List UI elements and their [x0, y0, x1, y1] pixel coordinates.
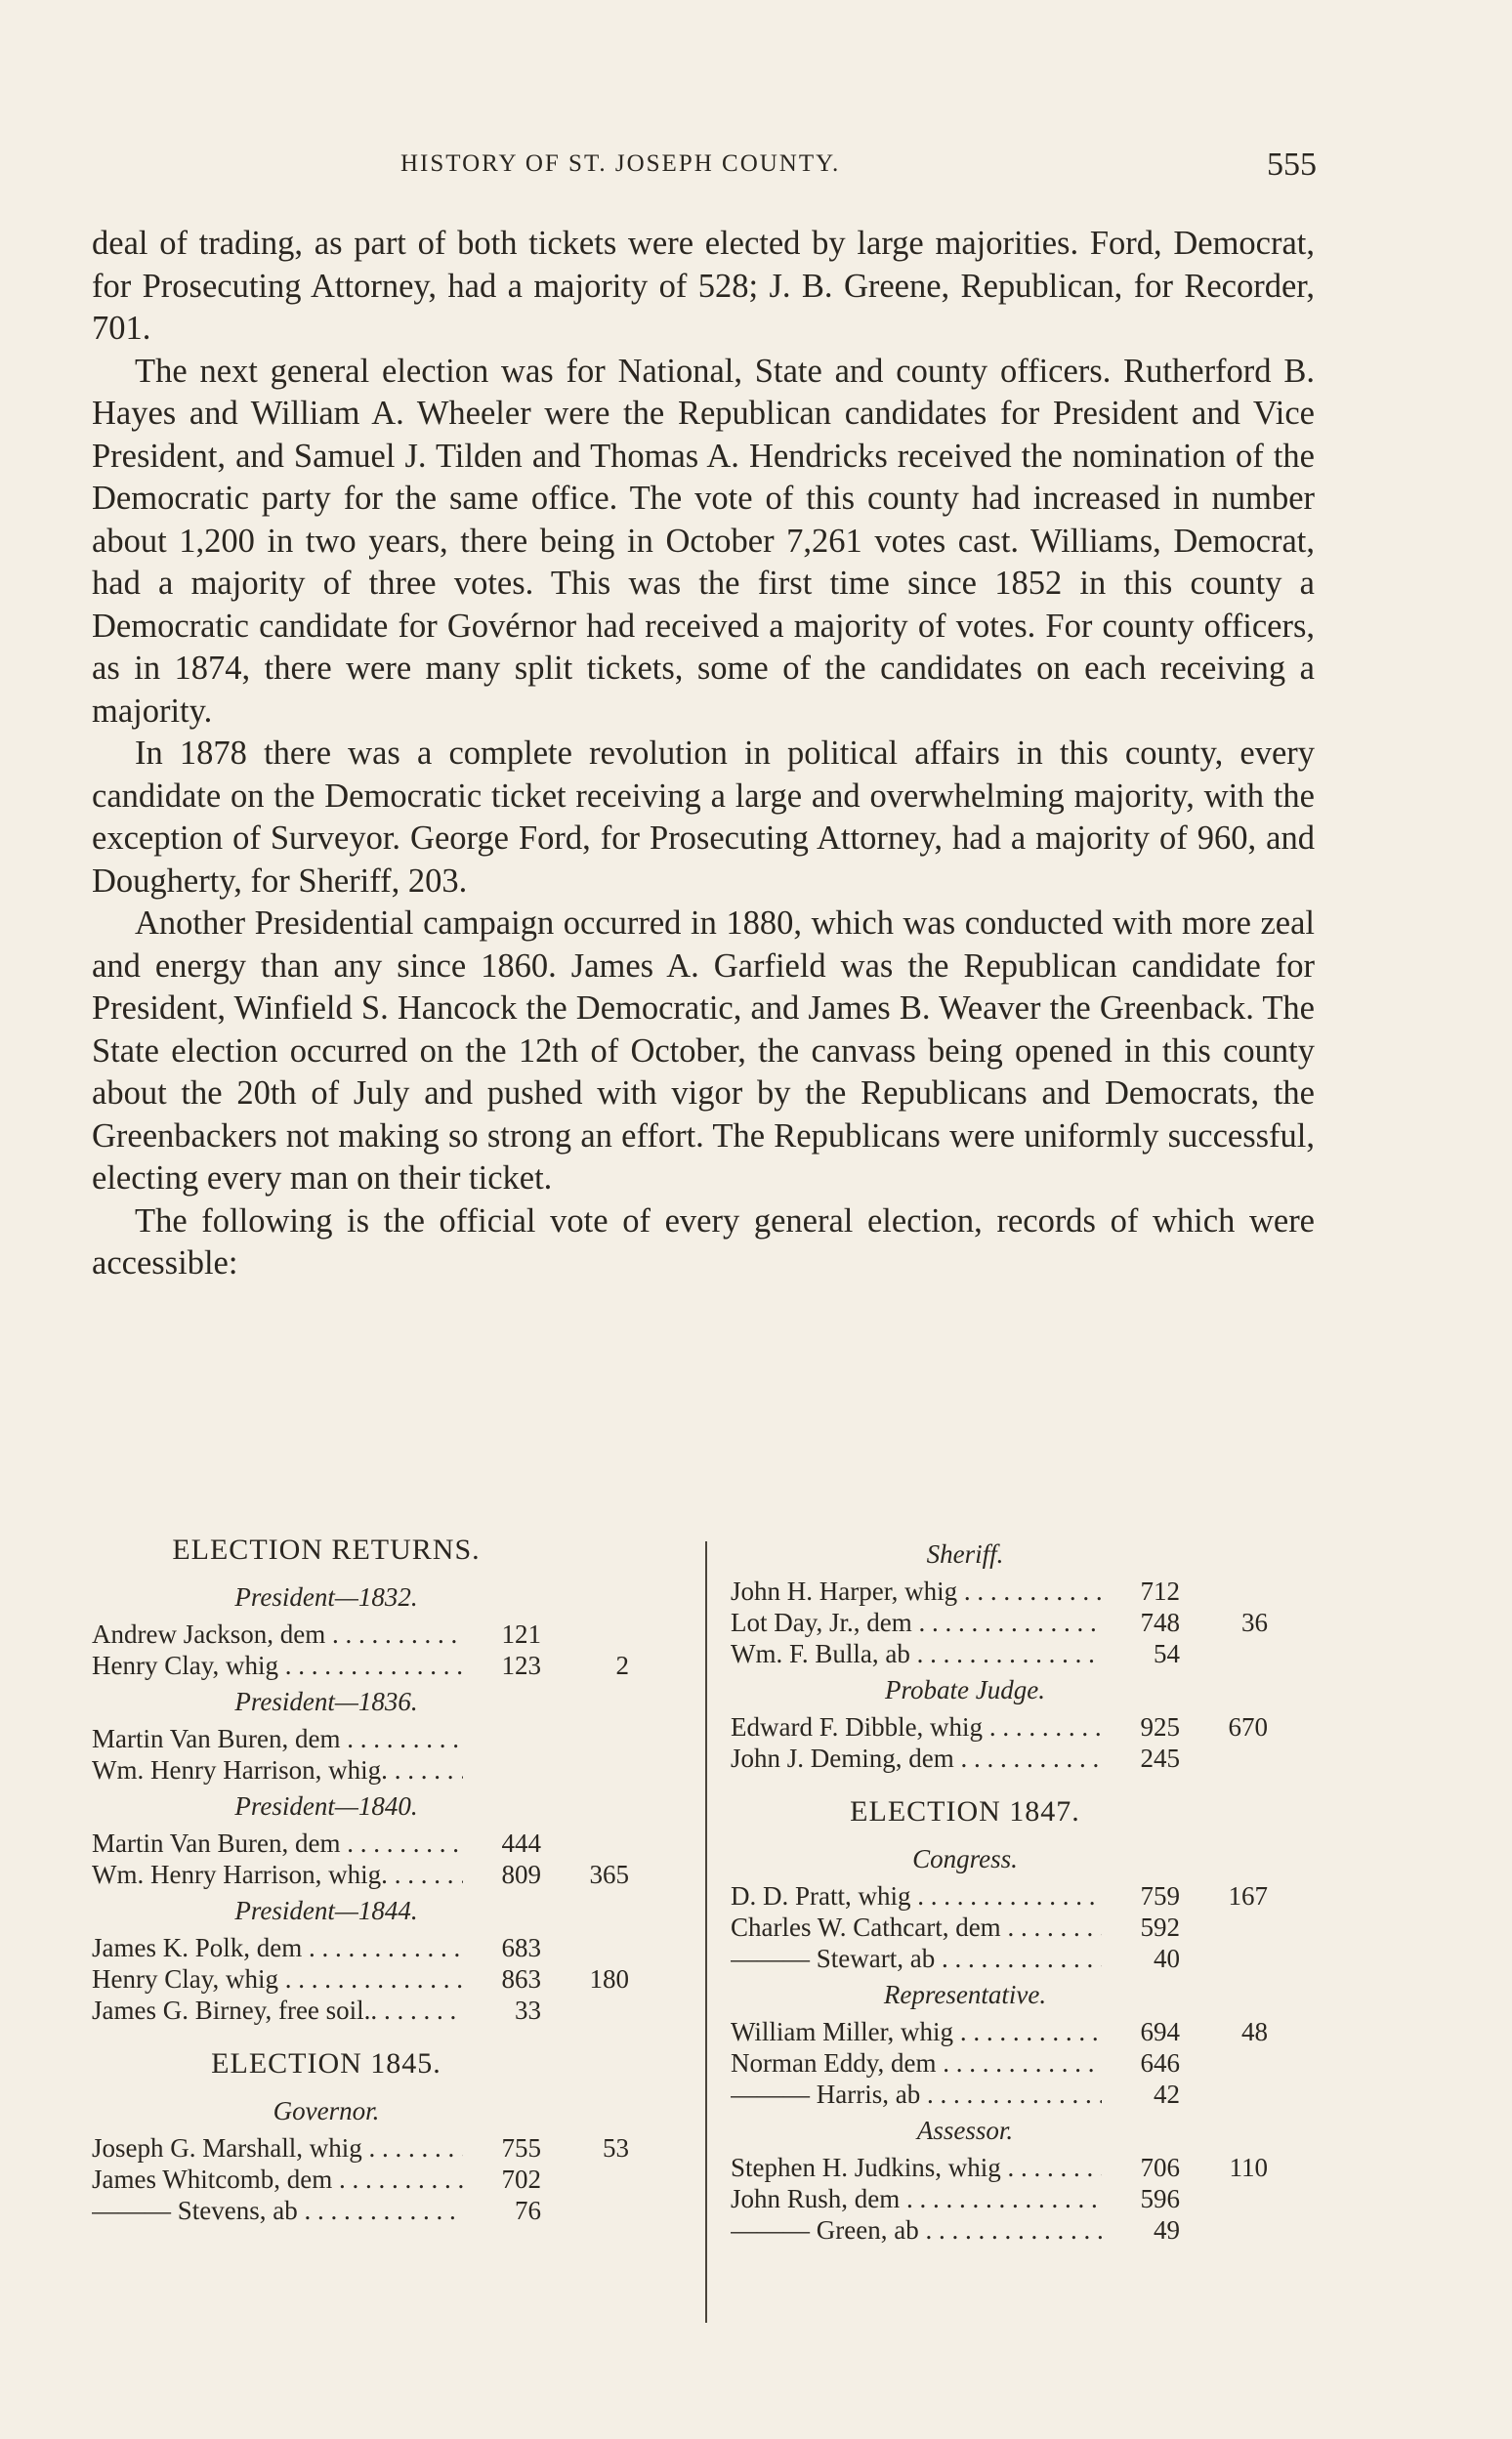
vote-count: [463, 1754, 541, 1786]
majority: 53: [603, 2133, 629, 2163]
vote-count: 925: [1140, 1712, 1180, 1742]
vote-count: 42: [1154, 2080, 1180, 2109]
paragraph: The next general election was for National, State and county officers. Rutherford B. Hayes and William A. Wheeler were the Republican candidates for President and Vice President, and Samuel J. Tilden and Thomas A. Hendricks received the nomination of the Democratic party for the same office. The vote of this county had increased in number about 1,200 in two years, there being in October 7,261 votes cast. Williams, Democrat, had a majority of three votes. This was the first time since 1852 in this county a Democratic candidate for Govérnor had received a majority of votes. For county officers, as in 1874, there were many split tickets, some of the candidates on each receiving a majority.: [92, 352, 1315, 730]
candidate-name: Wm. F. Bulla, ab . . .: [731, 1638, 1102, 1669]
candidate-name: James Whitcomb, dem . . .: [92, 2164, 463, 2195]
office-title: President—1832.: [234, 1582, 418, 1612]
vote-count: 54: [1154, 1639, 1180, 1668]
office-title: President—1840.: [234, 1791, 418, 1821]
vote-count: 444: [501, 1829, 541, 1858]
result-row: [731, 2016, 1326, 2047]
majority: 365: [589, 1860, 629, 1889]
result-row: [731, 1912, 1326, 1943]
result-row: [731, 1943, 1326, 1974]
vote-count: 706: [1140, 2153, 1180, 2182]
majority: [541, 1995, 629, 2026]
vote-count: 809: [501, 1860, 541, 1889]
result-row: [731, 2047, 1326, 2079]
vote-count: 759: [1140, 1881, 1180, 1911]
vote-count: 121: [501, 1619, 541, 1649]
candidate-name: ——— Stewart, ab . . .: [731, 1943, 1102, 1974]
result-row: [92, 2195, 688, 2226]
vote-count: 702: [501, 2165, 541, 2194]
majority: 180: [589, 1964, 629, 1994]
candidate-name: Andrew Jackson, dem . . .: [92, 1619, 463, 1650]
candidate-name: Martin Van Buren, dem . . .: [92, 1828, 463, 1859]
vote-count: 33: [515, 1996, 541, 2025]
candidate-name: Stephen H. Judkins, whig . . .: [731, 2152, 1102, 2183]
candidate-name: James G. Birney, free soil.. . . .: [92, 1995, 463, 2026]
vote-count: 712: [1140, 1577, 1180, 1606]
page-number: 555: [1267, 147, 1317, 183]
vote-count: [463, 1723, 541, 1754]
vote-count: 683: [501, 1933, 541, 1962]
result-row: [731, 2183, 1326, 2214]
result-row: [92, 1963, 688, 1995]
vote-count: 49: [1154, 2215, 1180, 2245]
office-title: Sheriff.: [926, 1539, 1004, 1569]
vote-count: 755: [501, 2133, 541, 2163]
election-sections: [731, 1844, 1326, 2246]
election-sections: [731, 1539, 1326, 1774]
candidate-name: Charles W. Cathcart, dem . . .: [731, 1912, 1102, 1943]
vote-count: 748: [1140, 1608, 1180, 1637]
result-row: [92, 2164, 688, 2195]
candidate-name: James K. Polk, dem . . .: [92, 1932, 463, 1963]
election-sections: [92, 1582, 688, 2026]
vote-count: 40: [1154, 1944, 1180, 1973]
majority: 2: [615, 1651, 629, 1680]
office-title: Assessor.: [916, 2116, 1014, 2145]
result-row: [92, 1828, 688, 1859]
result-row: [731, 1880, 1326, 1912]
office-title: President—1844.: [234, 1896, 418, 1925]
office-title: Probate Judge.: [885, 1675, 1045, 1704]
candidate-name: Wm. Henry Harrison, whig. . . .: [92, 1754, 463, 1786]
majority: 36: [1241, 1608, 1268, 1637]
majority: [1180, 2214, 1268, 2246]
candidate-name: ——— Stevens, ab . . .: [92, 2195, 463, 2226]
result-row: [92, 1859, 688, 1890]
paragraph: In 1878 there was a complete revolution in political affairs in this county, every candidate on the Democratic ticket receiving a large and overwhelming majority, with the exception of Surveyor. George Ford, for Prosecuting Attorney, had a majority of 960, and Dougherty, for Sheriff, 203.: [92, 735, 1315, 900]
vote-count: 592: [1140, 1913, 1180, 1942]
majority: [1180, 1943, 1268, 1974]
vote-count: 123: [501, 1651, 541, 1680]
result-row: [731, 2214, 1326, 2246]
result-row: [92, 1995, 688, 2026]
running-title: HISTORY OF ST. JOSEPH COUNTY.: [400, 150, 841, 177]
paragraph: Another Presidential campaign occurred in 1880, which was conducted with more zeal and energy than any since 1860. James A. Garfield was the Republican candidate for President, Winfield S. Hancock the Democratic, and James B. Weaver the Greenback. The State election occurred on the 12th of October, the canvass being opened in this county about the 20th of July and pushed with vigor by the Republicans and Democrats, the Greenbackers not making so strong an effort. The Republicans were uniformly successful, electing every man on their ticket.: [92, 904, 1315, 1197]
election-sections: [92, 2096, 688, 2226]
vote-count: 596: [1140, 2184, 1180, 2213]
result-row: [731, 2152, 1326, 2183]
candidate-name: Wm. Henry Harrison, whig. . . .: [92, 1859, 463, 1890]
vote-count: 863: [501, 1964, 541, 1994]
majority: [541, 1754, 629, 1786]
result-row: [731, 1711, 1326, 1743]
candidate-name: ——— Harris, ab . . .: [731, 2079, 1102, 2110]
section-heading: ELECTION RETURNS.: [172, 1534, 481, 1566]
candidate-name: William Miller, whig . . .: [731, 2016, 1102, 2047]
office-title: President—1836.: [234, 1687, 418, 1716]
page-header: [400, 147, 1317, 186]
majority: [1180, 1576, 1268, 1607]
right-column: [731, 1534, 1326, 2246]
majority: [541, 2164, 629, 2195]
majority: 167: [1228, 1881, 1268, 1911]
office-title: Congress.: [912, 1844, 1018, 1873]
result-row: [92, 1723, 688, 1754]
office-title: Governor.: [273, 2096, 380, 2125]
left-column: [92, 1534, 688, 2226]
candidate-name: D. D. Pratt, whig . . .: [731, 1880, 1102, 1912]
vote-count: 694: [1140, 2017, 1180, 2046]
candidate-name: Henry Clay, whig . . .: [92, 1650, 463, 1681]
majority: [541, 1828, 629, 1859]
result-row: [92, 2132, 688, 2164]
result-row: [731, 1638, 1326, 1669]
result-row: [92, 1619, 688, 1650]
vote-count: 646: [1140, 2048, 1180, 2078]
paragraph: deal of trading, as part of both tickets were elected by large majorities. Ford, Democrat, for Prosecuting Attorney, had a majority of 528; J. B. Greene, Republican, for Recorder, 701.: [92, 225, 1315, 347]
candidate-name: John Rush, dem . . .: [731, 2183, 1102, 2214]
office-title: Representative.: [883, 1980, 1047, 2009]
candidate-name: ——— Green, ab . . .: [731, 2214, 1102, 2246]
majority: [541, 1723, 629, 1754]
column-divider: [705, 1541, 707, 2323]
result-row: [92, 1754, 688, 1786]
section-heading: ELECTION 1845.: [211, 2047, 441, 2080]
majority: [1180, 1912, 1268, 1943]
candidate-name: Lot Day, Jr., dem . . .: [731, 1607, 1102, 1638]
majority: 110: [1229, 2153, 1268, 2182]
majority: [541, 2195, 629, 2226]
candidate-name: Joseph G. Marshall, whig . . .: [92, 2132, 463, 2164]
majority: [541, 1932, 629, 1963]
candidate-name: Henry Clay, whig . . .: [92, 1963, 463, 1995]
candidate-name: John J. Deming, dem . . .: [731, 1743, 1102, 1774]
result-row: [731, 1743, 1326, 1774]
candidate-name: Norman Eddy, dem . . .: [731, 2047, 1102, 2079]
majority: [1180, 2183, 1268, 2214]
paragraph: The following is the official vote of every general election, records of which were accessible:: [92, 1201, 1315, 1282]
result-row: [731, 1576, 1326, 1607]
majority: [1180, 2047, 1268, 2079]
candidate-name: Martin Van Buren, dem . . .: [92, 1723, 463, 1754]
majority: [1180, 2079, 1268, 2110]
majority: [541, 1619, 629, 1650]
candidate-name: Edward F. Dibble, whig . . .: [731, 1711, 1102, 1743]
majority: [1180, 1638, 1268, 1669]
majority: 670: [1228, 1712, 1268, 1742]
candidate-name: John H. Harper, whig . . .: [731, 1576, 1102, 1607]
majority: [1180, 1743, 1268, 1774]
majority: 48: [1241, 2017, 1268, 2046]
result-row: [731, 2079, 1326, 2110]
body-text: [92, 223, 1315, 1285]
vote-count: 76: [515, 2196, 541, 2225]
result-row: [731, 1607, 1326, 1638]
vote-count: 245: [1140, 1744, 1180, 1773]
result-row: [92, 1932, 688, 1963]
section-heading: ELECTION 1847.: [850, 1795, 1080, 1828]
result-row: [92, 1650, 688, 1681]
